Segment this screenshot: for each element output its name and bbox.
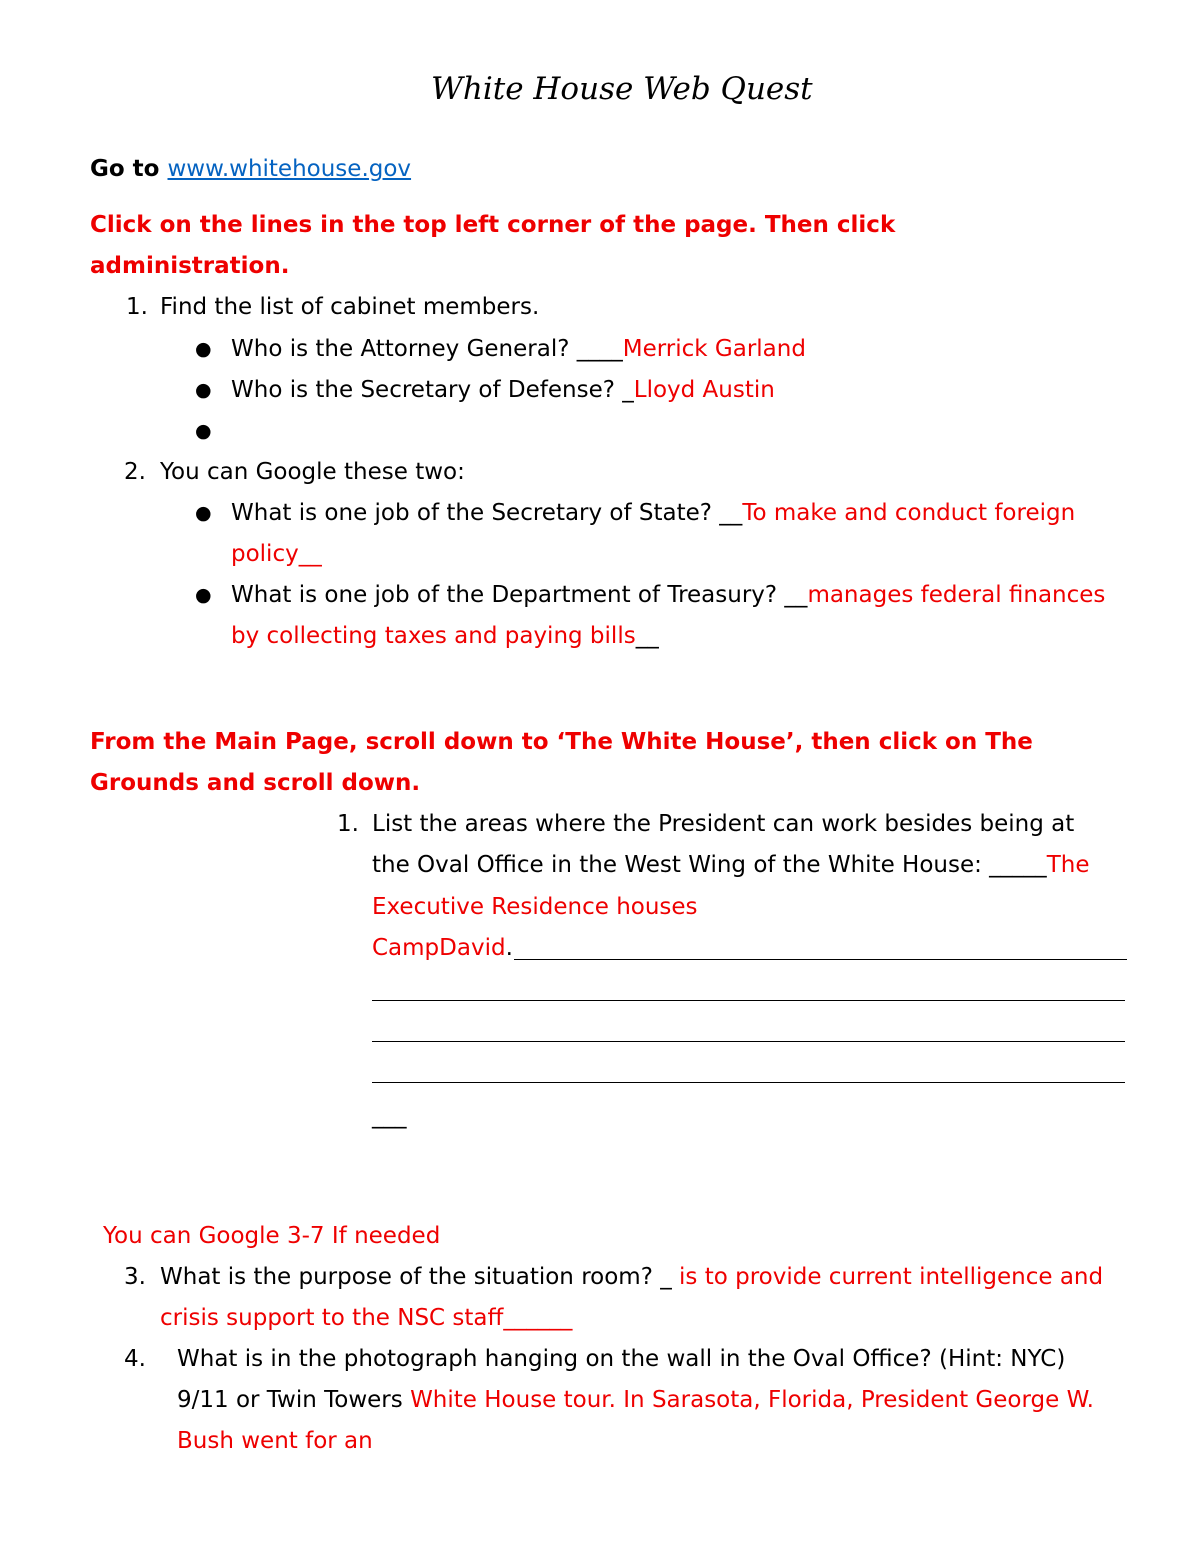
bullet-icon: ● xyxy=(195,420,212,442)
goto-line xyxy=(90,158,411,181)
grounds-answer-3-wrap xyxy=(372,937,513,960)
instruction-2-line-1: From the Main Page, scroll down to ‘The White House’, then click on The xyxy=(90,729,1033,755)
grounds-answer-3: CampDavid xyxy=(372,935,506,961)
q1-text: Find the list of cabinet members. xyxy=(160,294,540,320)
google-note: You can Google 3-7 If needed xyxy=(103,1223,441,1249)
whitehouse-link[interactable]: www.whitehouse.gov xyxy=(167,156,412,182)
grounds-q-line-1: List the areas where the President can work besides being at xyxy=(372,811,1075,837)
grounds-answer-1: The xyxy=(1046,852,1090,878)
instruction-1-line-2: administration. xyxy=(90,253,290,279)
q4-number: 4. xyxy=(124,1346,146,1372)
treasury-answer-cont: by collecting taxes and paying bills xyxy=(231,623,636,649)
secretary-of-state-question: What is one job of the Secretary of State? __ xyxy=(231,500,743,526)
q3-line-1 xyxy=(160,1266,1103,1289)
situation-room-answer-cont: crisis support to the NSC staff xyxy=(160,1305,504,1331)
secretary-of-state-answer-cont: policy__ xyxy=(231,541,322,567)
treasury-answer: manages federal finances xyxy=(807,582,1106,608)
q2-text: You can Google these two: xyxy=(160,459,465,485)
attorney-general-answer: Merrick Garland xyxy=(622,336,806,362)
grounds-q-line-2-wrap xyxy=(372,854,1089,877)
situation-room-answer: is to provide current intelligence and xyxy=(671,1264,1104,1290)
q3-number: 3. xyxy=(124,1264,146,1290)
instruction-2-line-2: Grounds and scroll down. xyxy=(90,770,421,796)
q3-line-2 xyxy=(160,1307,572,1330)
q1-number: 1. xyxy=(126,294,148,320)
grounds-answer-2: Executive Residence houses xyxy=(372,894,698,920)
page-title: White House Web Quest xyxy=(431,71,813,107)
q4-answer-black: 9/11 or Twin Towers xyxy=(177,1387,411,1413)
secretary-of-defense-question: Who is the Secretary of Defense? _ xyxy=(231,377,634,403)
situation-room-trail: ______ xyxy=(503,1305,573,1331)
q2-number: 2. xyxy=(124,459,146,485)
q2-bullet-1 xyxy=(231,502,1075,525)
situation-room-question: What is the purpose of the situation room? _ xyxy=(160,1264,672,1290)
secretary-of-defense-answer: Lloyd Austin xyxy=(633,377,775,403)
grounds-q-number: 1. xyxy=(337,811,359,837)
instruction-1-line-1: Click on the lines in the top left corner of the page. Then click xyxy=(90,212,896,238)
q4-answer-line-2: Bush went for an xyxy=(177,1428,373,1454)
q1-bullet-1 xyxy=(231,338,806,361)
bullet-icon: ● xyxy=(195,502,212,524)
secretary-of-state-answer: To make and conduct foreign xyxy=(742,500,1076,526)
q4-answer-line-1 xyxy=(177,1389,1094,1412)
bullet-icon: ● xyxy=(195,379,212,401)
goto-prefix: Go to xyxy=(90,156,168,182)
q1-bullet-2 xyxy=(231,379,775,402)
answer-underline xyxy=(372,1000,1125,1001)
treasury-question: What is one job of the Department of Treasury? __ xyxy=(231,582,808,608)
attorney-general-question: Who is the Attorney General? ____ xyxy=(231,336,623,362)
treasury-trail: __ xyxy=(635,623,659,649)
treasury-answer-cont-line xyxy=(231,625,659,648)
grounds-q-line-2: the Oval Office in the West Wing of the White House: _____ xyxy=(372,852,1047,878)
answer-underline xyxy=(372,1082,1125,1083)
answer-underline xyxy=(372,1041,1125,1042)
bullet-icon: ● xyxy=(195,338,212,360)
answer-underline xyxy=(514,959,1127,960)
grounds-period: . xyxy=(505,935,513,961)
q4-question: What is in the photograph hanging on the wall in the Oval Office? (Hint: NYC) xyxy=(177,1346,1066,1372)
q2-bullet-2 xyxy=(231,584,1105,607)
bullet-icon: ● xyxy=(195,584,212,606)
q4-answer-red: White House tour. In Sarasota, Florida, President George W. xyxy=(410,1387,1094,1413)
grounds-tail: ___ xyxy=(372,1103,407,1129)
